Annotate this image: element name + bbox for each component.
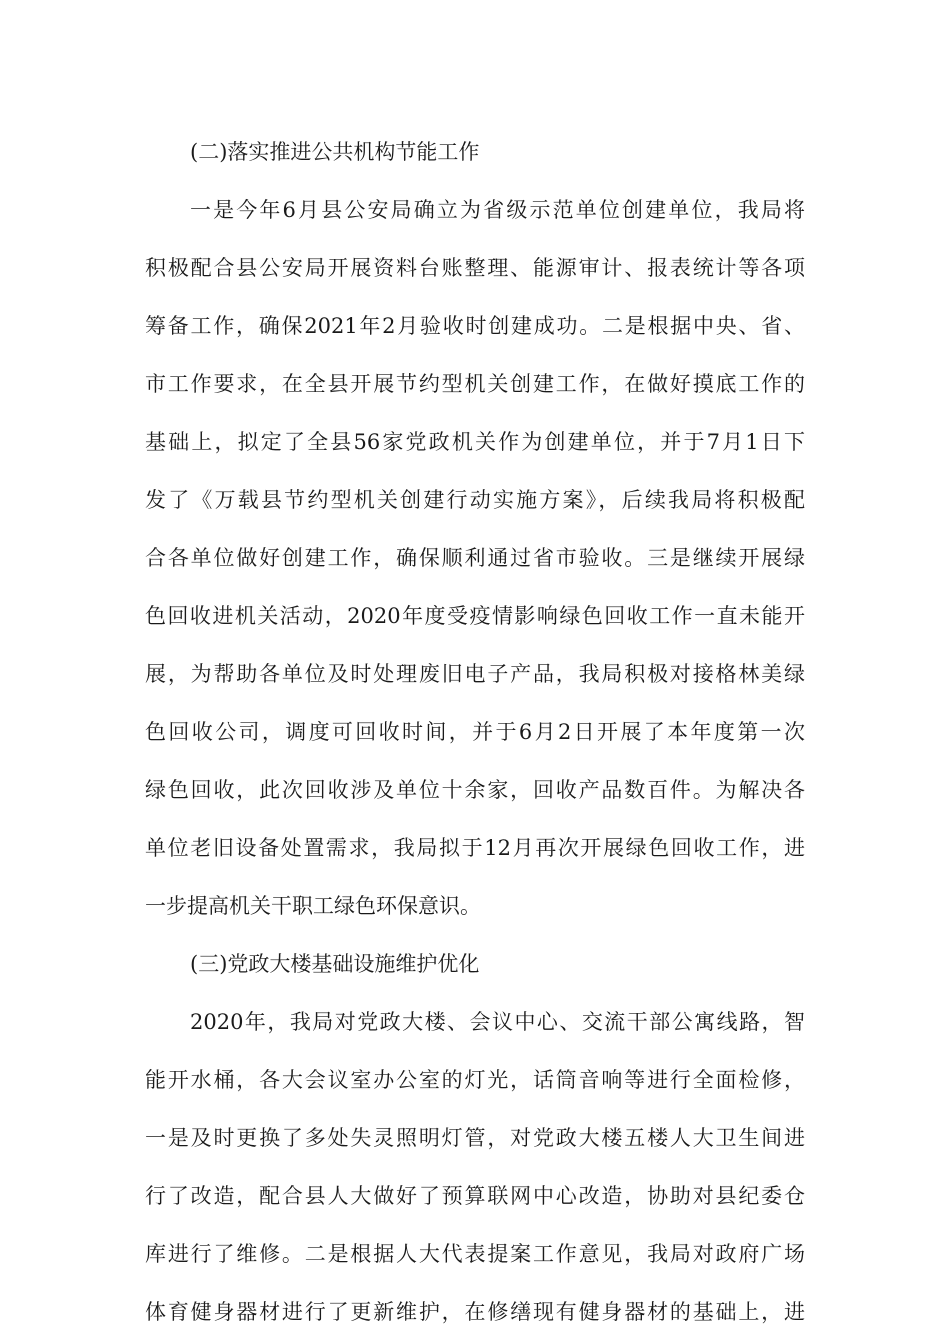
paragraph-line: 筹备工作，确保2021年2月验收时创建成功。二是根据中央、省、 bbox=[145, 314, 805, 338]
paragraph-line: 市工作要求，在全县开展节约型机关创建工作，在做好摸底工作的 bbox=[145, 372, 805, 396]
section-heading-3: (三)党政大楼基础设施维护优化 bbox=[190, 952, 480, 976]
paragraph-line: 绿色回收，此次回收涉及单位十余家，回收产品数百件。为解决各 bbox=[145, 778, 805, 802]
paragraph-line: 积极配合县公安局开展资料台账整理、能源审计、报表统计等各项 bbox=[145, 256, 805, 280]
paragraph-line: 2020年，我局对党政大楼、会议中心、交流干部公寓线路，智 bbox=[190, 1010, 805, 1034]
paragraph-line: 色回收进机关活动，2020年度受疫情影响绿色回收工作一直未能开 bbox=[145, 604, 805, 628]
paragraph-line: 合各单位做好创建工作，确保顺利通过省市验收。三是继续开展绿 bbox=[145, 546, 805, 570]
paragraph-line: 一步提高机关干职工绿色环保意识。 bbox=[145, 894, 481, 918]
paragraph-line: 色回收公司，调度可回收时间，并于6月2日开展了本年度第一次 bbox=[145, 720, 805, 744]
paragraph-line: 基础上，拟定了全县56家党政机关作为创建单位，并于7月1日下 bbox=[145, 430, 805, 454]
paragraph-line: 一是今年6月县公安局确立为省级示范单位创建单位，我局将 bbox=[190, 198, 805, 222]
paragraph-line: 展，为帮助各单位及时处理废旧电子产品，我局积极对接格林美绿 bbox=[145, 662, 805, 686]
paragraph-line: 发了《万载县节约型机关创建行动实施方案》，后续我局将积极配 bbox=[145, 488, 805, 512]
paragraph-line: 行了改造，配合县人大做好了预算联网中心改造，协助对县纪委仓 bbox=[145, 1184, 805, 1208]
paragraph-line: 能开水桶，各大会议室办公室的灯光，话筒音响等进行全面检修， bbox=[145, 1068, 805, 1092]
paragraph-line: 单位老旧设备处置需求，我局拟于12月再次开展绿色回收工作，进 bbox=[145, 836, 805, 860]
section-heading-2: (二)落实推进公共机构节能工作 bbox=[190, 140, 480, 164]
paragraph-line: 库进行了维修。二是根据人大代表提案工作意见，我局对政府广场 bbox=[145, 1242, 805, 1266]
paragraph-line: 一是及时更换了多处失灵照明灯管，对党政大楼五楼人大卫生间进 bbox=[145, 1126, 805, 1150]
paragraph-line: 体育健身器材进行了更新维护，在修缮现有健身器材的基础上，进 bbox=[145, 1300, 805, 1324]
